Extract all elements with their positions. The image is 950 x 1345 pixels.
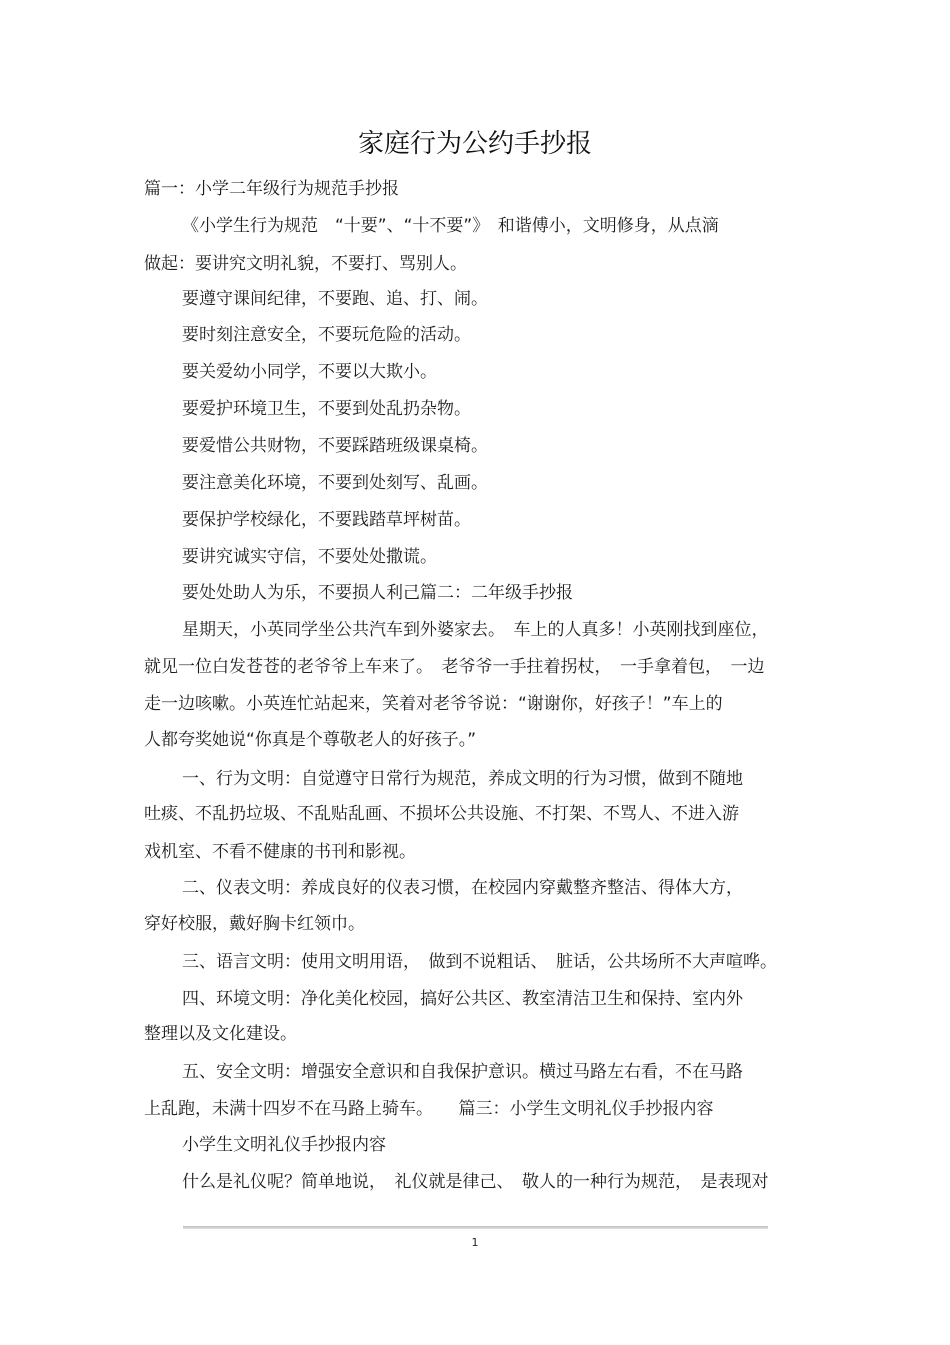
text-line: 三、语言文明：使用文明用语， 做到不说粗话、 脏话，公共场所不大声喧哗。 bbox=[182, 952, 777, 972]
text-line: 小学生文明礼仪手抄报内容 bbox=[182, 1135, 386, 1155]
text-line: 五、安全文明：增强安全意识和自我保护意识。横过马路左右看，不在马路 bbox=[182, 1062, 743, 1082]
text-line: 《小学生行为规范 “十要”、“十不要”》 和谐傅小，文明修身，从点滴 bbox=[182, 216, 719, 236]
footer-divider bbox=[183, 1226, 768, 1229]
text-line: 二、仪表文明：养成良好的仪表习惯，在校园内穿戴整齐整洁、得体大方， bbox=[182, 878, 743, 898]
page-number: 1 bbox=[471, 1236, 479, 1249]
text-line: 要爱惜公共财物，不要踩踏班级课桌椅。 bbox=[182, 436, 488, 456]
text-line: 走一边咳嗽。小英连忙站起来，笑着对老爷爷说：“谢谢你，好孩子！”车上的 bbox=[144, 694, 723, 714]
text-line: 要爱护环境卫生，不要到处乱扔杂物。 bbox=[182, 399, 471, 419]
text-line: 要遵守课间纪律，不要跑、追、打、闹。 bbox=[182, 289, 488, 309]
text-line: 要讲究诚实守信，不要处处撒谎。 bbox=[182, 547, 437, 567]
text-line: 上乱跑，未满十四岁不在马路上骑车。 篇三：小学生文明礼仪手抄报内容 bbox=[144, 1099, 714, 1119]
text-line: 要注意美化环境，不要到处刻写、乱画。 bbox=[182, 473, 488, 493]
document-title: 家庭行为公约手抄报 bbox=[357, 129, 592, 159]
text-line: 一、行为文明：自觉遵守日常行为规范，养成文明的行为习惯，做到不随地 bbox=[182, 769, 743, 789]
text-line: 要保护学校绿化，不要践踏草坪树苗。 bbox=[182, 510, 471, 530]
text-line: 什么是礼仪呢？简单地说， 礼仪就是律己、 敬人的一种行为规范， 是表现对 bbox=[182, 1172, 769, 1192]
text-line: 人都夸奖她说“你真是个尊敬老人的好孩子。” bbox=[144, 730, 477, 750]
text-line: 做起：要讲究文明礼貌，不要打、骂别人。 bbox=[144, 254, 467, 274]
text-line: 吐痰、不乱扔垃圾、不乱贴乱画、不损坏公共设施、不打架、不骂人、不进入游 bbox=[144, 804, 739, 824]
text-line: 星期天，小英同学坐公共汽车到外婆家去。 车上的人真多！小英刚找到座位， bbox=[182, 620, 769, 640]
text-line: 要处处助人为乐，不要损人利己篇二：二年级手抄报 bbox=[182, 583, 573, 603]
text-line: 就见一位白发苍苍的老爷爷上车来了。 老爷爷一手拄着拐杖， 一手拿着包， 一边 bbox=[144, 657, 765, 677]
text-line: 穿好校服，戴好胸卡红领巾。 bbox=[144, 914, 365, 934]
text-line: 要时刻注意安全，不要玩危险的活动。 bbox=[182, 325, 471, 345]
text-line: 四、环境文明：净化美化校园，搞好公共区、教室清洁卫生和保持、室内外 bbox=[182, 989, 743, 1009]
text-line: 整理以及文化建设。 bbox=[144, 1024, 297, 1044]
text-line: 要关爱幼小同学，不要以大欺小。 bbox=[182, 362, 437, 382]
text-line: 戏机室、不看不健康的书刊和影视。 bbox=[144, 842, 416, 862]
text-line: 篇一：小学二年级行为规范手抄报 bbox=[144, 179, 399, 199]
